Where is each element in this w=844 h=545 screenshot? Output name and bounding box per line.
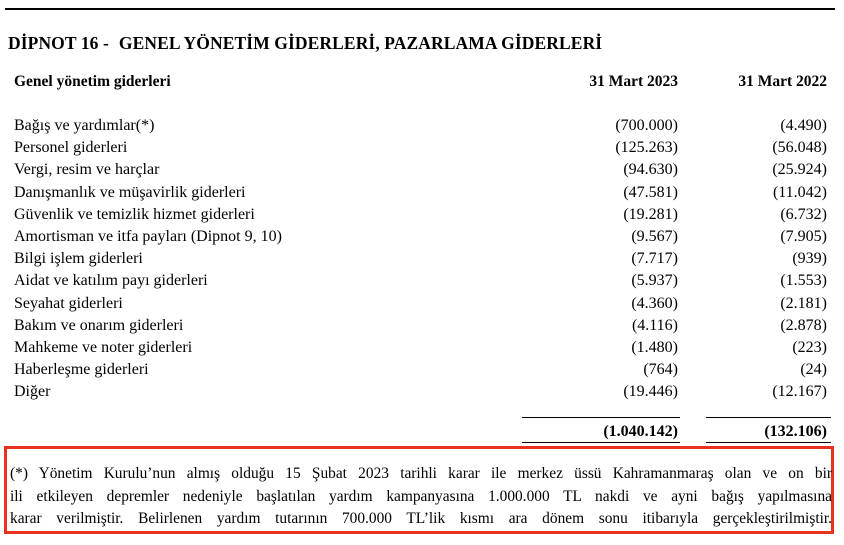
row-label: Diğer [14,383,51,401]
subtotal-rule-2023 [522,417,680,418]
footnote-line: ili etkileyen depremler nedeniyle başlatılan yardım kampanyasına 1.000.000 TL nakdi ve ayni bağış yapılmasına [10,487,832,505]
row-value-2023: (700.000) [615,117,678,134]
row-value-2023: (4.116) [631,316,678,334]
subtotal-rule-2022 [706,417,831,418]
table-row [0,117,844,139]
row-value-2022: (2.878) [780,316,827,334]
footnote-line: karar verilmiştir. Belirlenen yardım tutarının 700.000 TL’lik kısmı ara dönem sonu itibarıyla gerçekleştirilmiştir. [10,510,832,527]
row-value-2023: (764) [643,361,678,379]
column-header-2023: 31 Mart 2023 [589,73,678,90]
column-header-2022: 31 Mart 2022 [738,73,827,90]
table-row [0,139,844,161]
expense-table [0,117,844,405]
row-label: Bakım ve onarım giderleri [14,316,184,334]
footnote-line: (*) Yönetim Kurulu’nun almış olduğu 15 Şubat 2023 tarihli karar ile merkez üssü Kahramanmaraş olan ve on bir [10,465,832,482]
total-2023: (1.040.142) [603,423,678,440]
table-row [0,228,844,250]
row-value-2022: (223) [792,338,827,356]
table-row [0,184,844,206]
table-row [0,272,844,294]
total-2022: (132.106) [764,423,827,440]
row-label: Danışmanlık ve müşavirlik giderleri [14,183,246,201]
row-label: Seyahat giderleri [14,294,123,312]
row-value-2023: (19.446) [623,383,678,401]
table-row [0,383,844,405]
row-label: Amortisman ve itfa payları (Dipnot 9, 10) [14,227,282,245]
row-value-2023: (9.567) [631,227,678,245]
note-heading: GENEL YÖNETİM GİDERLERİ, PAZARLAMA GİDERLERİ [118,33,603,53]
row-value-2022: (11.042) [772,183,827,201]
note-number: DİPNOT 16 - [8,33,109,53]
row-value-2022: (12.167) [772,383,827,401]
row-value-2022: (4.490) [780,117,827,134]
row-value-2023: (125.263) [615,139,678,157]
section-label: Genel yönetim giderleri [14,73,171,90]
row-value-2022: (1.553) [780,272,827,290]
row-label: Vergi, resim ve harçlar [14,161,160,179]
row-value-2022: (7.905) [780,227,827,245]
row-value-2023: (5.937) [631,272,678,290]
row-label: Bilgi işlem giderleri [14,250,143,268]
table-row [0,161,844,183]
row-label: Bağış ve yardımlar(*) [14,117,155,134]
row-value-2023: (4.360) [631,294,678,312]
row-label: Personel giderleri [14,139,128,157]
row-label: Aidat ve katılım payı giderleri [14,272,208,290]
row-value-2022: (25.924) [772,161,827,179]
table-row [0,250,844,272]
table-row [0,317,844,339]
row-value-2022: (2.181) [780,294,827,312]
row-value-2023: (94.630) [623,161,678,179]
table-row [0,295,844,317]
row-value-2023: (19.281) [623,205,678,223]
row-label: Mahkeme ve noter giderleri [14,338,193,356]
row-value-2023: (47.581) [623,183,678,201]
row-label: Güvenlik ve temizlik hizmet giderleri [14,205,255,223]
row-value-2022: (6.732) [780,205,827,223]
row-label: Haberleşme giderleri [14,361,149,379]
table-row [0,206,844,228]
footnote [10,463,832,531]
table-row [0,339,844,361]
row-value-2022: (939) [792,250,827,268]
table-row [0,361,844,383]
top-rule [5,8,835,10]
row-value-2022: (24) [800,361,827,379]
row-value-2022: (56.048) [772,139,827,157]
note-title [8,33,602,54]
row-value-2023: (7.717) [631,250,678,268]
row-value-2023: (1.480) [631,338,678,356]
